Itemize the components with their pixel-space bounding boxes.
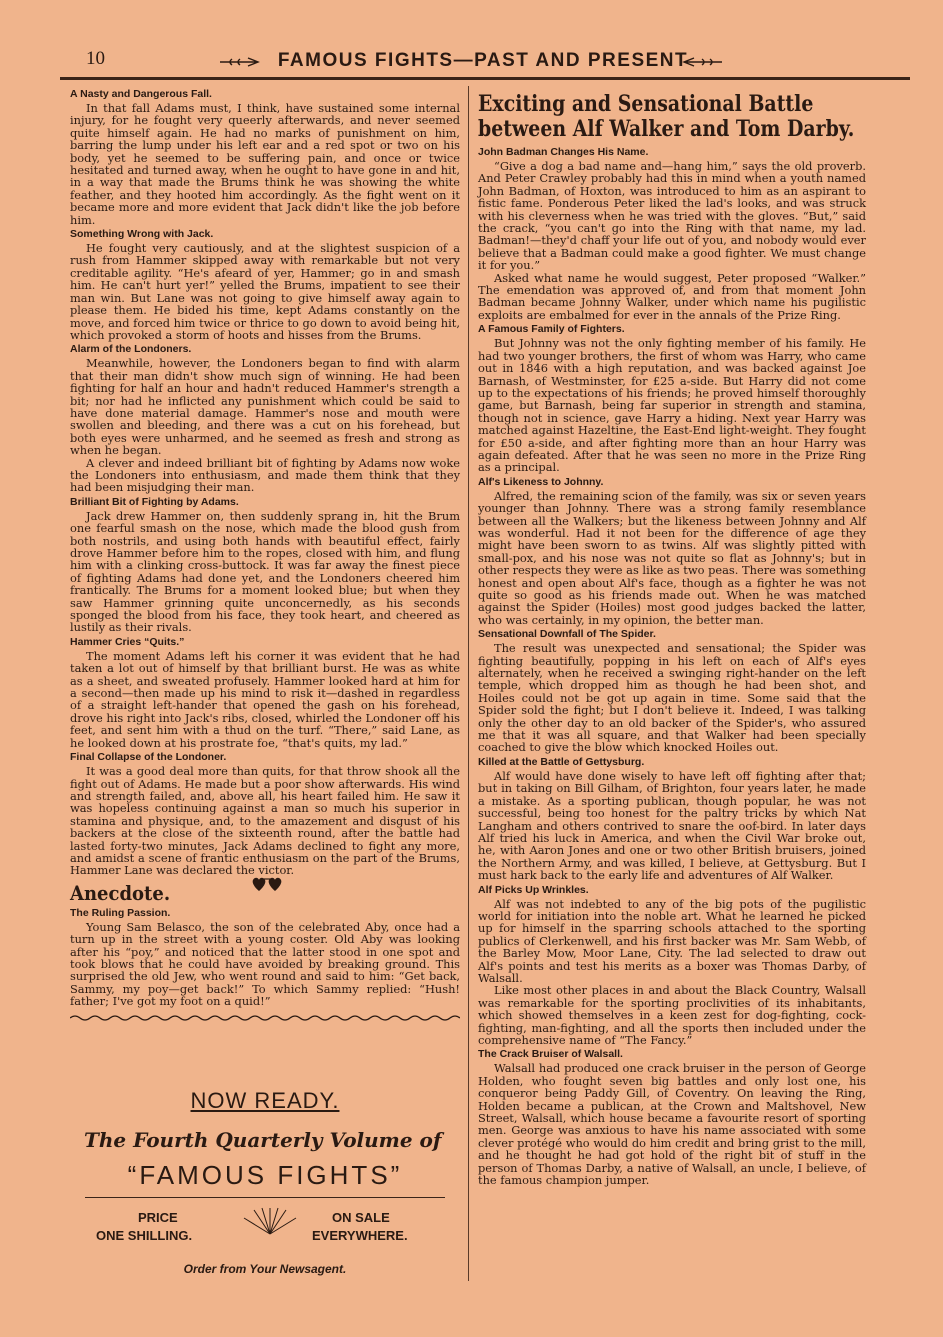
ad-price-block bbox=[70, 1210, 460, 1254]
hearts-ornament-icon bbox=[250, 875, 284, 893]
ad-now-ready: NOW READY. bbox=[190, 1088, 340, 1113]
wavy-rule bbox=[70, 1014, 460, 1022]
section-heading: John Badman Changes His Name. bbox=[478, 146, 649, 158]
section-heading: Sensational Downfall of The Spider. bbox=[478, 628, 656, 641]
section-heading: Something Wrong with Jack. bbox=[70, 228, 214, 241]
section-heading: Alarm of the Londoners. bbox=[70, 343, 192, 356]
ad-price-value: ONE SHILLING. bbox=[96, 1228, 193, 1243]
header-rule bbox=[60, 77, 910, 80]
section-heading: The Crack Bruiser of Walsall. bbox=[478, 1048, 623, 1061]
paragraph: Alfred, the remaining scion of the family, was six or seven years younger than Johnny. There was a strong family resemblance between all the Walkers; but the likeness between Johnny and Alf was wonderful. Had it not been for the difference of age they might have been sworn to as twins. Alf was slightly pitted with small-pox, and his nose was not quite so flat as Johnny's; but in other respects they were as like as two peas. There was something honest and open about Alf's face, though as a fighter he was not quite so good as his friends made out. When he was matched against the Spider (Hoiles) most good judges backed the latter, who was certainly, in my opinion, the better man. bbox=[478, 488, 866, 627]
ad-subtitle: The Fourth Quarterly Volume of bbox=[84, 1128, 442, 1152]
sunburst-ornament-icon bbox=[240, 1206, 300, 1236]
paragraph: Jack drew Hammer on, then suddenly sprang in, hit the Brum one fearful smash on the nose, which made the blood gush from both nostrils, and using both hands with beautiful effect, fairly drove Hammer before him to the ropes, closed with him, and flung him with a clinking cross-buttock. It was far away the finest piece of fighting Adams had done yet, and the Londoners cheered him frantically. The Brums for a moment looked blue; but when they saw Hammer grinning quite unconcernedly, as his seconds sponged the blood from his face, they took heart, and cheered as lustily as their rivals. bbox=[70, 508, 460, 635]
paragraph: It was a good deal more than quits, for that throw shook all the fight out of Adams. He made but a poor show afterwards. His wind and strength failed, and, above all, his heart failed him. He saw it was hopeless continuing against a man so much his superior in stamina and physique, and, to the amazement and disgust of his backers at the close of the sixteenth round, after the battle had lasted forty-two minutes, Jack Adams declined to fight any more, and amidst a scene of frantic enthusiasm on the part of the Brums, Hammer Lane was declared the victor. bbox=[70, 764, 460, 878]
section-heading: Brilliant Bit of Fighting by Adams. bbox=[70, 495, 239, 508]
paragraph: Young Sam Belasco, the son of the celebrated Aby, once had a turn up in the street with a young coster. Old Aby was looking after his “poy,” and noticed that the latter stood in one spot and took blows that he could have avoided by breaking ground. This surprised the old Jew, who went round and said to him: “Get back, Sammy, my poy—get back!” To which Sammy replied: “Hush! father; I've got my foot on a quid!” bbox=[70, 919, 460, 1009]
section-heading: The Ruling Passion. bbox=[70, 906, 171, 919]
paragraph: Like most other places in and about the Black Country, Walsall was remarkable for the sporting proclivities of its inhabitants, which showed themselves in a keen zest for dog-fighting, cock-fighting, man-fighting, and all the sports then included under the comprehensive name of “The Fancy.” bbox=[478, 983, 866, 1047]
ad-on-sale: ON SALE bbox=[332, 1210, 390, 1225]
section-heading: A Famous Family of Fighters. bbox=[478, 323, 625, 336]
running-title: FAMOUS FIGHTS—PAST AND PRESENT bbox=[277, 50, 689, 71]
paragraph: The moment Adams left his corner it was evident that he had taken a lot out of himself by that brilliant burst. He was as white as a sheet, and sweated profusely. Hammer looked hard at him for a second—then made up his mind to risk it—dashed in regardless of a straight left-hander that opened the gash on his forehead, drove his right into Jack's ribs, closed, whirled the Londoner off his feet, and sent him with a thud on the turf. “There,” said Lane, as he looked down at his prostrate foe, “that's quits, my lad.” bbox=[70, 648, 460, 750]
ad-rule bbox=[85, 1197, 445, 1198]
paragraph: But Johnny was not the only fighting member of his family. He had two younger brothers, the first of whom was Harry, who came out in 1846 with a high reputation, and was backed against Joe Barnash, of Westminster, for £25 a-side. But Harry did not come up to the expectations of his friends; he proved himself thoroughly game, but Barnash, being far superior in strength and stamina, though not in science, gave Harry a hiding. Next year Harry was matched against Hazeltine, the East-End light-weight. They fought for £50 a-side, and after fighting more than an hour Harry was again defeated. After that he was seen no more in the Prize Ring as a principal. bbox=[478, 336, 866, 475]
paragraph: He fought very cautiously, and at the slightest suspicion of a rush from Hammer skipped away with remarkable but not very creditable agility. “He's afeard of yer, Hammer; go in and smash him. He can't hurt yer!” yelled the Brums, impatient to see their man win. But Lane was not going to give himself away again to please them. He bided his time, kept Adams constantly on the move, and forced him twice or thrice to go down to avoid being hit, which provoked a storm of hoots and hisses from the Brums. bbox=[70, 241, 460, 342]
paragraph: Walsall had produced one crack bruiser in the person of George Holden, who fought seven big battles and only lost one, his conqueror being Paddy Gill, of Coventry. On leaving the Ring, Holden became a publican, at the Crown and Maltshovel, New Street, Walsall, which house became a favourite resort of sporting men. George was anxious to have his name associated with some clever protégé who would do him credit and bring grist to the mill, and he thought he had got hold of the right bit of stuff in the person of Thomas Darby, a native of Walsall, an uncle, I believe, of the famous champion jumper. bbox=[478, 1061, 866, 1188]
left-column bbox=[70, 86, 460, 1026]
anecdote-title: Anecdote. bbox=[70, 880, 171, 905]
ad-price-label: PRICE bbox=[138, 1210, 178, 1225]
paragraph: In that fall Adams must, I think, have sustained some internal injury, for he fought very queerly afterwards, and never seemed quite himself again. He had no marks of punishment on him, barring the lump under his left ear and a red spot or two on his body, yet he seemed to be suffering pain, and once or twice hesitated and turned away, when he ought to have gone in and hit, in a way that made the Brums think he was showing the white feather, and they hooted him accordingly. As the fight went on it became more and more evident that Jack didn't like the job before him. bbox=[70, 101, 460, 227]
ad-title: “FAMOUS FIGHTS” bbox=[127, 1160, 403, 1190]
paragraph: Alf was not indebted to any of the big pots of the pugilistic world for initiation into the noble art. What he learned he picked up for himself in the sparring schools attached to the sporting publics of Clerkenwell, and his first backer was Mr. Sam Webb, of the Barley Mow, Moor Lane, City. The lad selected to draw out Alf's points and test his merits as a boxer was Thomas Darby, of Walsall. bbox=[478, 896, 866, 985]
paragraph: Alf would have done wisely to have left off fighting after that; but in taking on Bill Gilham, of Brighton, four years later, he made a mistake. As a sporting publican, though popular, he was not successful, being too honest for the paltry tricks by which Nat Langham and others contrived to snare the oof-bird. In later days Alf tried his luck in America, and when the Civil War broke out, he, with Aaron Jones and one or two other British bruisers, joined the Northern Army, and was killed, I believe, at Gettysburg. But I must hark back to the early life and adventures of Alf Walker. bbox=[478, 768, 866, 883]
paragraph: Asked what name he would suggest, Peter proposed “Walker.” The emendation was approved of, and from that moment John Badman became Johnny Walker, under which name his pugilistic exploits are embalmed for ever in the annals of the Prize Ring. bbox=[478, 270, 866, 322]
column-divider bbox=[468, 86, 469, 1281]
paragraph: A clever and indeed brilliant bit of fighting by Adams now woke the Londoners into enthusiasm, and made them think that they had been misjudging their man. bbox=[70, 455, 460, 495]
section-heading: Hammer Cries “Quits.” bbox=[70, 635, 185, 648]
anecdote-box bbox=[70, 877, 460, 1022]
section-heading: Killed at the Battle of Gettysburg. bbox=[478, 755, 645, 768]
ad-everywhere: EVERYWHERE. bbox=[312, 1228, 408, 1243]
section-heading: A Nasty and Dangerous Fall. bbox=[70, 88, 212, 100]
ad-order-line: Order from Your Newsagent. bbox=[183, 1262, 347, 1276]
right-column bbox=[478, 92, 866, 1186]
paragraph: Meanwhile, however, the Londoners began to find with alarm that their man didn't show much sign of winning. He had been fighting for half an hour and hadn't reduced Hammer's strength a bit; nor had he inflicted any punishment which could be said to have done material damage. Hammer's nose and mouth were swollen and bleeding, and there was a cut on his forehead, but both eyes were unharmed, and he seemed as fresh and strong as when he began. bbox=[70, 356, 460, 458]
section-heading: Alf Picks Up Wrinkles. bbox=[478, 883, 589, 896]
paragraph: “Give a dog a bad name and—hang him,” says the old proverb. And Peter Crawley probably had this in mind when a youth named John Badman, of Hoxton, was introduced to him as an aspirant to fistic fame. Ponderous Peter liked the lad's looks, and was struck with his cleverness when he was tried with the gloves. “But,” said the crack, “you can't go into the Ring with that name, my lad. Badman!—they'd chaff your life out of you, and nobody would ever believe that a Badman could make a good fighter. We must change it for you.” bbox=[478, 159, 866, 273]
page-header bbox=[60, 48, 906, 76]
advertisement bbox=[70, 1088, 460, 1276]
page-number: 10 bbox=[86, 48, 105, 69]
section-heading: Final Collapse of the Londoner. bbox=[70, 751, 227, 764]
scroll-ornament-icon bbox=[680, 56, 724, 68]
article-headline: Exciting and Sensational Battle between Alf Walker and Tom Darby. bbox=[478, 91, 855, 142]
paragraph: The result was unexpected and sensational; the Spider was fighting beautifully, popping in his left on each of Alf's eyes alternately, when he received a swinging right-hander on the left temple, which dropped him as though he had been shot, and Hoiles could not be got up again in time. Some said that the Spider sold the fight; but I don't believe it. Indeed, I was talking only the other day to an old backer of the Spider's, who assured me that it was all square, and that Walker had been specially coached to give the blow which knocked Hoiles out. bbox=[478, 641, 866, 755]
section-heading: Alf's Likeness to Johnny. bbox=[478, 475, 604, 488]
